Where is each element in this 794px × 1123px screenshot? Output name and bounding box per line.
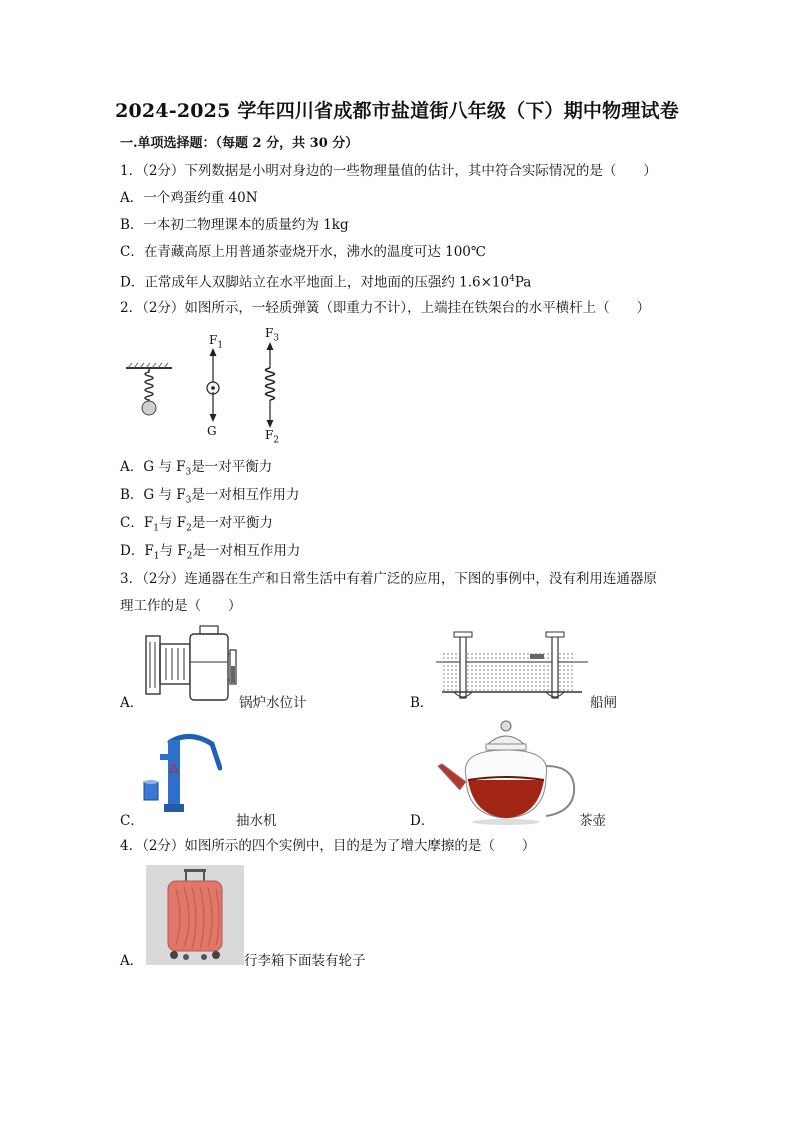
q3-option-b-caption: 船闸 [590,695,617,711]
q1-option-d-text: D．正常成年人双脚站立在水平地面上，对地面的压强约 1.6×10 [120,274,510,291]
q2-option-a: A．G 与 $F_3$是一对平衡力 [120,459,273,478]
q1-option-d [120,269,531,293]
q4-option-a-caption: 行李箱下面装有轮子 [244,953,366,969]
label-f2: $F_2$ [265,428,280,446]
q3-option-b-label: B． [410,695,434,711]
label-g: G [207,424,217,438]
q3-option-a-label: A． [120,695,144,711]
spring-force-figure [266,342,275,428]
q3-option-d-caption: 茶壶 [579,813,606,829]
q1-option-d-unit: Pa [514,274,532,291]
q1-option-d-exponent: 4 [509,274,515,284]
page-title: 2024-2025 学年四川省成都市盐道街八年级（下）期中物理试卷 [115,100,679,122]
q1-stem: 1．（2分）下列数据是小明对身边的一些物理量值的估计，其中符合实际情况的是（ ） [120,163,657,179]
ball-force-figure [207,348,219,422]
label-f3: $F_3$ [265,326,280,344]
q1-option-c: C．在青藏高原上用普通茶壶烧开水，沸水的温度可达 100℃ [120,244,486,260]
q1-option-a: A．一个鸡蛋约重 40N [120,190,258,206]
label-f1: $F_1$ [209,333,224,351]
boiler-water-gauge-image [144,622,242,706]
q3-stem-line1: 3．（2分）连通器在生产和日常生活中有着广泛的应用，下图的事例中，没有利用连通器原 [120,571,657,587]
water-pump-image [140,728,222,816]
hanging-spring-figure [126,363,172,415]
section-heading: 一.单项选择题：（每题 2 分，共 30 分） [120,136,359,151]
q2-option-b: B．G 与 $F_3$是一对相互作用力 [120,487,300,506]
q4-stem: 4．（2分）如图所示的四个实例中，目的是为了增大摩擦的是（ ） [120,838,536,854]
q2-option-c: C．$F_1$与 $F_2$是一对平衡力 [120,515,273,534]
q3-option-c-caption: 抽水机 [236,813,277,829]
q3-option-a-caption: 锅炉水位计 [239,695,307,711]
q3-stem-line2: 理工作的是（ ） [120,598,242,614]
q2-option-d: D．$F_1$与 $F_2$是一对相互作用力 [120,543,301,562]
q2-stem: 2．（2分）如图所示，一轻质弹簧（即重力不计），上端挂在铁架台的水平横杆上（ ） [120,300,651,316]
q1-option-b: B．一本初二物理课本的质量约为 1kg [120,217,349,233]
q4-option-a-label: A． [120,953,144,969]
ship-lock-image [434,628,590,706]
teapot-image [436,716,580,828]
luggage-image [146,865,244,965]
q3-option-c-label: C． [120,813,144,829]
q3-option-d-label: D． [410,813,435,829]
